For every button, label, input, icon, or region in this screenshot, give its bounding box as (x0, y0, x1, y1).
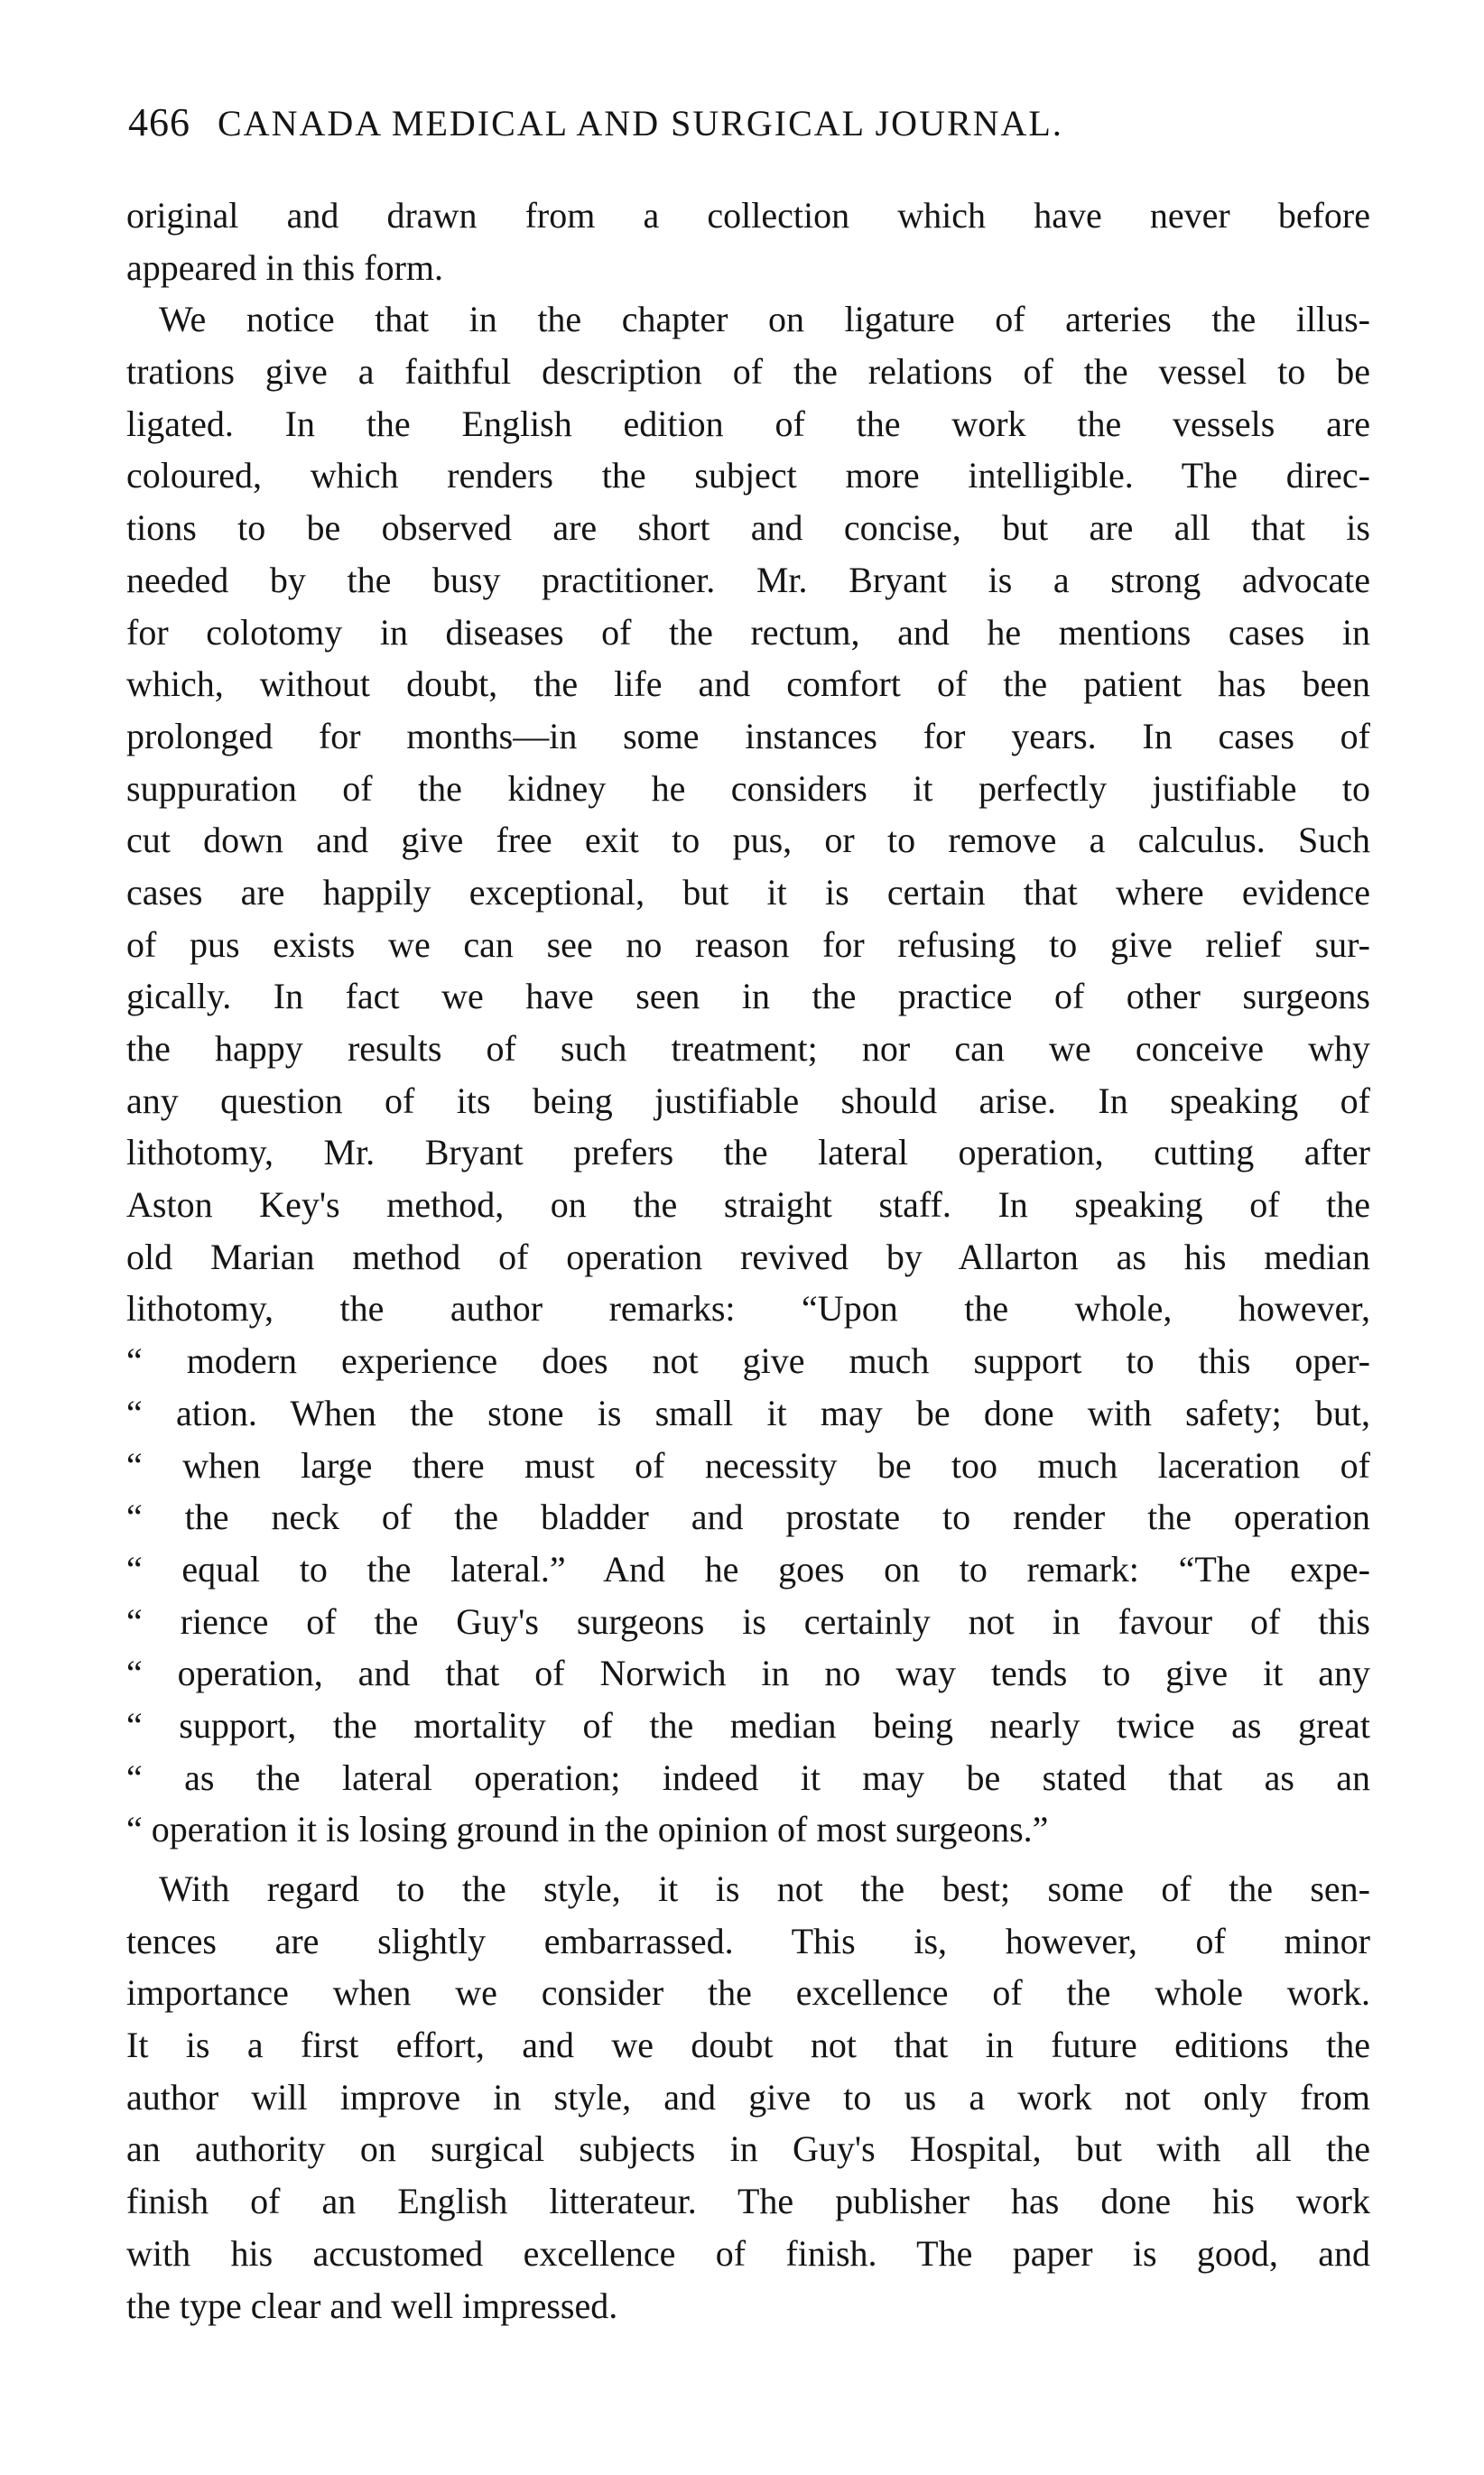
text-line: the happy results of such treatment; nor can we conceive why (126, 1028, 1370, 1069)
text-line: prolonged for months—in some instances for years. In cases of (126, 715, 1370, 756)
text-line: Aston Key's method, on the straight staff. In speaking of the (126, 1184, 1370, 1226)
text-line: importance when we consider the excellence of the whole work. (126, 1972, 1370, 2014)
text-line: “ the neck of the bladder and prostate to render the operation (126, 1497, 1370, 1538)
running-head (128, 87, 1374, 159)
body-text (126, 190, 1370, 2331)
text-line: “ when large there must of necessity be too much laceration of (126, 1444, 1370, 1486)
text-line: with his accustomed excellence of finish. The paper is good, and (126, 2232, 1370, 2274)
text-line: for colotomy in diseases of the rectum, and he mentions cases in (126, 611, 1370, 653)
paragraph (126, 1863, 1370, 2331)
text-line: It is a first effort, and we doubt not that in future editions the (126, 2025, 1370, 2066)
text-line: suppuration of the kidney he considers it perfectly justifiable to (126, 767, 1370, 809)
text-line: We notice that in the chapter on ligature of arteries the illus- (159, 299, 1370, 340)
text-line: cases are happily exceptional, but it is certain that where evidence (126, 871, 1370, 913)
text-line: the type clear and well impressed. (126, 2285, 618, 2326)
page-number: 466 (128, 100, 190, 144)
text-line: tions to be observed are short and concise, but are all that is (126, 507, 1370, 549)
paragraph-gap (126, 1856, 1370, 1863)
text-line: With regard to the style, it is not the best; some of the sen- (159, 1868, 1370, 1909)
text-line: gically. In fact we have seen in the practice of other surgeons (126, 976, 1370, 1017)
text-line: of pus exists we can see no reason for refusing to give relief sur- (126, 923, 1370, 965)
text-line: original and drawn from a collection which have never before (126, 195, 1370, 236)
text-line: “ operation it is losing ground in the opinion of most surgeons.” (126, 1809, 1049, 1850)
text-line: “ ation. When the stone is small it may be done with safety; but, (126, 1392, 1370, 1433)
text-line: “ operation, and that of Norwich in no way tends to give it any (126, 1653, 1370, 1694)
text-line: “ as the lateral operation; indeed it may be stated that as an (126, 1757, 1370, 1798)
text-line: an authority on surgical subjects in Guy's Hospital, but with all the (126, 2128, 1370, 2170)
text-line: coloured, which renders the subject more intelligible. The direc- (126, 455, 1370, 496)
text-line: ligated. In the English edition of the work the vessels are (126, 403, 1370, 444)
text-line: “ support, the mortality of the median being nearly twice as great (126, 1704, 1370, 1746)
text-line: appeared in this form. (126, 246, 443, 288)
paragraph (126, 293, 1370, 1856)
journal-title: CANADA MEDICAL AND SURGICAL JOURNAL. (218, 103, 1063, 144)
text-line: which, without doubt, the life and comfort of the patient has been (126, 663, 1370, 705)
text-line: lithotomy, the author remarks: “Upon the whole, however, (126, 1288, 1370, 1330)
text-line: cut down and give free exit to pus, or to remove a calculus. Such (126, 820, 1370, 861)
text-line: tences are slightly embarrassed. This is, however, of minor (126, 1920, 1370, 1961)
text-line: needed by the busy practitioner. Mr. Bryant is a strong advocate (126, 559, 1370, 600)
text-line: “ equal to the lateral.” And he goes on to remark: “The expe- (126, 1548, 1370, 1590)
text-line: trations give a faithful description of the relations of the vessel to be (126, 351, 1370, 393)
text-line: “ rience of the Guy's surgeons is certainly not in favour of this (126, 1600, 1370, 1642)
text-line: “ modern experience does not give much support to this oper- (126, 1340, 1370, 1382)
text-line: old Marian method of operation revived by Allarton as his median (126, 1236, 1370, 1277)
text-line: finish of an English litterateur. The publisher has done his work (126, 2181, 1370, 2222)
text-line: any question of its being justifiable should arise. In speaking of (126, 1080, 1370, 1121)
text-line: lithotomy, Mr. Bryant prefers the lateral operation, cutting after (126, 1132, 1370, 1173)
text-line: author will improve in style, and give to us a work not only from (126, 2076, 1370, 2118)
paragraph (126, 190, 1370, 293)
